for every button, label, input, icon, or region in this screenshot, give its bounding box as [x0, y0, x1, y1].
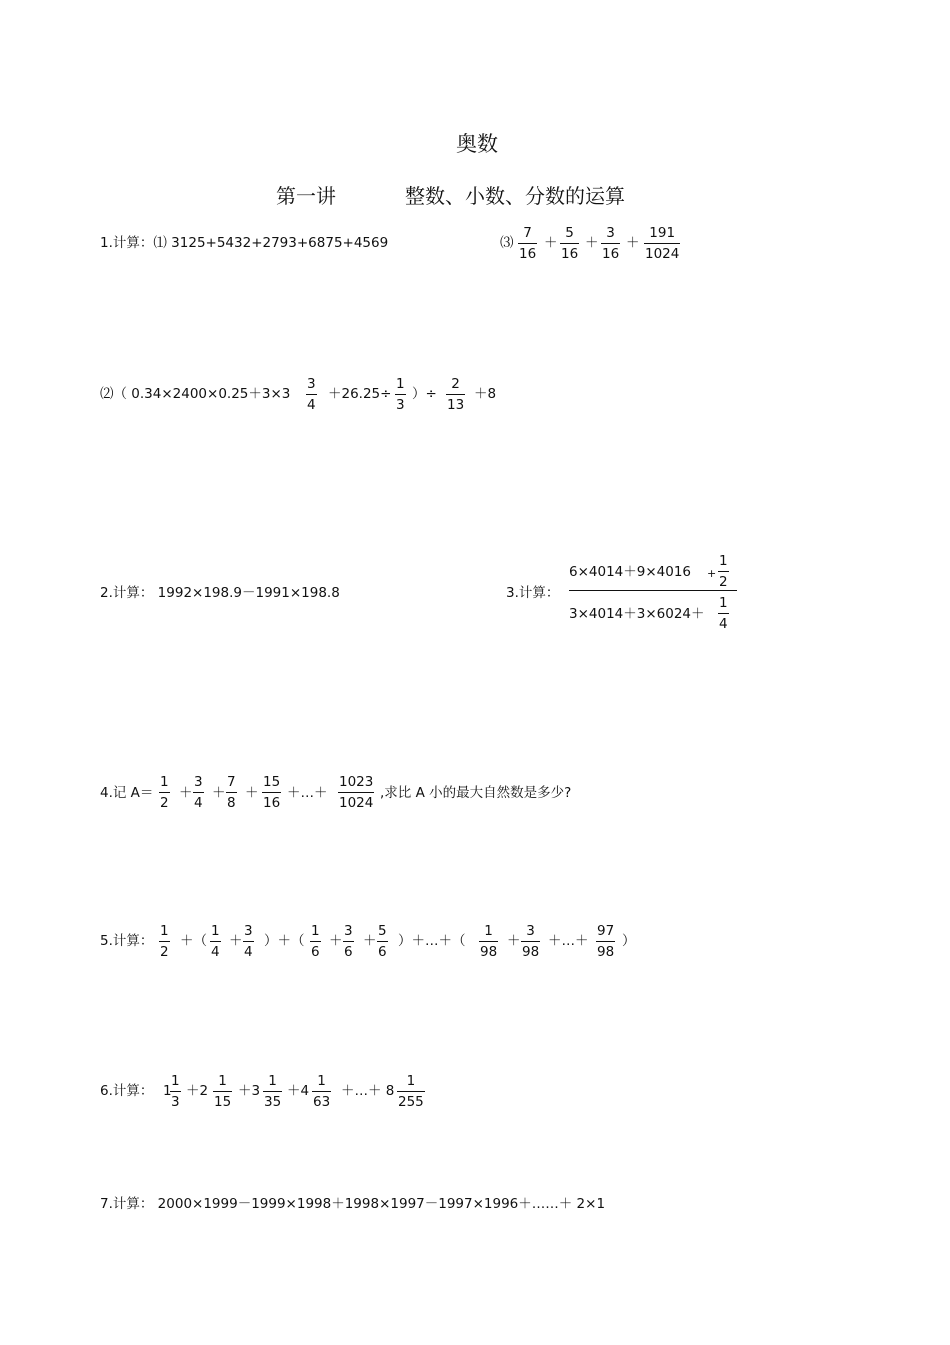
q6-whole-2: ＋2 [186, 1083, 209, 1099]
denominator: 4 [719, 616, 728, 632]
numerator: 3 [306, 376, 317, 395]
q3-denominator-text: 3×4014＋3×6024＋ [569, 606, 705, 622]
q3-denominator-fraction [718, 595, 729, 632]
q4-fraction-2 [193, 774, 204, 811]
q1p2-close: ）÷ [412, 386, 437, 402]
q5-fraction-9 [596, 923, 615, 960]
q6-label: 6.计算： [100, 1083, 154, 1099]
denominator: 2 [719, 574, 728, 590]
q4-fraction-3 [226, 774, 237, 811]
denominator: 255 [398, 1094, 424, 1110]
q4-fraction-4 [262, 774, 281, 811]
numerator: 1 [397, 1073, 425, 1092]
denominator: 2 [160, 795, 169, 811]
q6-fraction-5 [397, 1073, 425, 1110]
denominator: 16 [263, 795, 281, 811]
numerator: 2 [446, 376, 465, 395]
q5-sep-1: ＋（ [180, 933, 207, 949]
numerator: 1 [718, 595, 729, 614]
q4-question-tail: ,求比 A 小的最大自然数是多少? [380, 785, 572, 801]
q5-sep-4: ＋ [329, 933, 343, 949]
q1p2-mixed-fraction [306, 376, 317, 413]
denominator: 13 [447, 397, 465, 413]
q1p3-op-1: ＋ [544, 235, 558, 251]
q4-op-3: ＋ [245, 785, 259, 801]
numerator: 1023 [338, 774, 374, 793]
numerator: 191 [644, 225, 680, 244]
q3-numerator-fraction [718, 553, 729, 590]
q5-sep-3: ）＋（ [264, 933, 305, 949]
denominator: 2 [160, 944, 169, 960]
q5-fraction-6 [377, 923, 388, 960]
numerator: 7 [518, 225, 537, 244]
numerator: 1 [213, 1073, 232, 1092]
q1p3-fraction-3 [601, 225, 620, 262]
numerator: 3 [243, 923, 254, 942]
q4-fraction-5 [338, 774, 374, 811]
q1p3-op-2: ＋ [585, 235, 599, 251]
q5-sep-6: ）＋…＋（ [398, 933, 466, 949]
lecture-title: 整数、小数、分数的运算 [405, 184, 625, 208]
numerator: 1 [395, 376, 406, 395]
numerator: 15 [262, 774, 281, 793]
q6-fraction-3 [263, 1073, 282, 1110]
q5-sep-7: ＋ [507, 933, 521, 949]
denominator: 6 [344, 944, 353, 960]
page-title: 奥数 [456, 132, 498, 156]
q4-label: 4.记 A＝ [100, 785, 154, 801]
numerator: 1 [159, 774, 170, 793]
numerator: 5 [377, 923, 388, 942]
numerator: 97 [596, 923, 615, 942]
q1-part1-text: 1.计算：⑴ 3125+5432+2793+6875+4569 [100, 235, 389, 251]
lecture-number: 第一讲 [276, 184, 336, 208]
q6-whole-1: 1 [163, 1083, 172, 1099]
numerator: 1 [310, 923, 321, 942]
q5-fraction-4 [310, 923, 321, 960]
denominator: 8 [227, 795, 236, 811]
numerator: 1 [312, 1073, 331, 1092]
q6-fraction-2 [213, 1073, 232, 1110]
denominator: 98 [480, 944, 498, 960]
q1p3-op-3: ＋ [626, 235, 640, 251]
q6-fraction-1 [170, 1073, 181, 1110]
q5-fraction-2 [210, 923, 221, 960]
denominator: 4 [244, 944, 253, 960]
denominator: 6 [311, 944, 320, 960]
denominator: 63 [313, 1094, 331, 1110]
numerator: 1 [263, 1073, 282, 1092]
q6-whole-3: ＋3 [238, 1083, 261, 1099]
numerator: 7 [226, 774, 237, 793]
q5-fraction-1 [159, 923, 170, 960]
q5-fraction-7 [479, 923, 498, 960]
numerator: 3 [521, 923, 540, 942]
denominator: 35 [264, 1094, 282, 1110]
q3-numerator-text: 6×4014＋9×4016 [569, 564, 692, 580]
numerator: 1 [210, 923, 221, 942]
denominator: 98 [522, 944, 540, 960]
numerator: 1 [718, 553, 729, 572]
q4-op-1: ＋ [179, 785, 193, 801]
q5-sep-8: ＋…＋ [548, 933, 589, 949]
q1p3-fraction-2 [560, 225, 579, 262]
q1p2-end: ＋8 [474, 386, 497, 402]
denominator: 16 [519, 246, 537, 262]
q3-main-fraction-bar [569, 590, 737, 591]
denominator: 6 [378, 944, 387, 960]
denominator: 15 [214, 1094, 232, 1110]
numerator: 1 [479, 923, 498, 942]
numerator: 5 [560, 225, 579, 244]
denominator: 4 [307, 397, 316, 413]
q2-text: 2.计算： 1992×198.9－1991×198.8 [100, 585, 340, 601]
denominator: 16 [602, 246, 620, 262]
q1p2-fraction-2 [446, 376, 465, 413]
q3-label: 3.计算： [506, 585, 560, 601]
denominator: 4 [194, 795, 203, 811]
denominator: 1024 [645, 246, 680, 262]
q4-op-4: ＋…＋ [287, 785, 328, 801]
q5-fraction-8 [521, 923, 540, 960]
q1p2-mid: ＋26.25÷ [328, 386, 392, 402]
denominator: 4 [211, 944, 220, 960]
q6-whole-4: ＋4 [287, 1083, 310, 1099]
q5-sep-5: ＋ [363, 933, 377, 949]
numerator: 1 [170, 1073, 181, 1092]
numerator: 1 [159, 923, 170, 942]
q5-sep-9: ） [622, 933, 636, 949]
q1p2-fraction-1 [395, 376, 406, 413]
numerator: 3 [343, 923, 354, 942]
numerator: 3 [601, 225, 620, 244]
q5-fraction-5 [343, 923, 354, 960]
q1p3-fraction-1 [518, 225, 537, 262]
denominator: 1024 [339, 795, 374, 811]
q5-fraction-3 [243, 923, 254, 960]
q5-sep-2: ＋ [229, 933, 243, 949]
q4-op-2: ＋ [212, 785, 226, 801]
q6-fraction-4 [312, 1073, 331, 1110]
q5-label: 5.计算： [100, 933, 154, 949]
denominator: 16 [561, 246, 579, 262]
denominator: 3 [171, 1094, 180, 1110]
q4-fraction-1 [159, 774, 170, 811]
q1-part3-label: ⑶ [500, 235, 514, 251]
denominator: 98 [597, 944, 615, 960]
q3-numerator-plus: + [707, 567, 717, 580]
q6-whole-5: ＋…＋ 8 [341, 1083, 395, 1099]
q7-text: 7.计算： 2000×1999－1999×1998＋1998×1997－1997×1996＋……＋ 2×1 [100, 1196, 606, 1212]
q1-part2-start: ⑵（ 0.34×2400×0.25＋3×3 [100, 386, 291, 402]
numerator: 3 [193, 774, 204, 793]
q1p3-fraction-4 [644, 225, 680, 262]
denominator: 3 [396, 397, 405, 413]
